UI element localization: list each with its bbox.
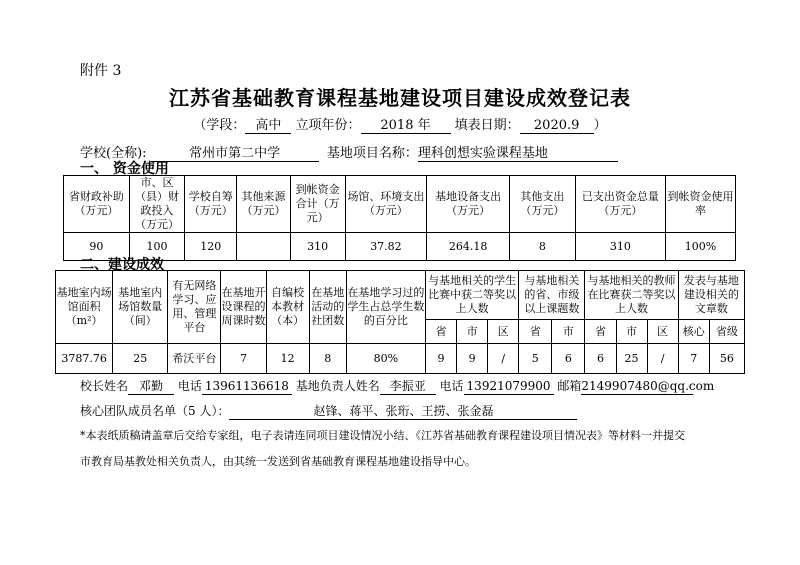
outcome-subheader: 省级 bbox=[709, 320, 744, 344]
team-members: 赵锋、蒋平、张珩、王捞、张金磊 bbox=[229, 404, 577, 420]
principal-phone: 13961136618 bbox=[202, 379, 292, 395]
section-2-title: 二、建设成效 bbox=[80, 257, 164, 273]
principal-name: 邓勤 bbox=[128, 379, 174, 395]
funding-header: 市、区（县）财政投入（万元） bbox=[129, 176, 184, 233]
outcome-header: 在基地学习过的学生占总学生数的百分比 bbox=[346, 271, 425, 344]
outcome-value: 9 bbox=[426, 344, 457, 374]
funding-table bbox=[63, 175, 736, 261]
outcome-header: 自编校本教材（本） bbox=[266, 271, 309, 344]
contacts-line bbox=[80, 377, 715, 395]
note-line-1: *本表纸质稿请盖章后交给专家组，电子表请连同项目建设情况小结、《江苏省基础教育课程建设项目情况表》等材料一并提交 bbox=[80, 429, 685, 442]
funding-value: 100% bbox=[665, 233, 735, 261]
funding-value: 8 bbox=[510, 233, 576, 261]
funding-header: 其他支出（万元） bbox=[510, 176, 576, 233]
funding-header: 到帐资金合计（万元） bbox=[290, 176, 345, 233]
date-value: 2020.9 bbox=[520, 118, 594, 134]
year-value: 2018 年 bbox=[361, 118, 451, 134]
leader-label: 基地负责人姓名 bbox=[295, 379, 380, 393]
outcome-value: 5 bbox=[519, 344, 552, 374]
funding-header: 学校自筹（万元） bbox=[185, 176, 237, 233]
funding-value-row bbox=[64, 233, 736, 261]
outcome-header: 与基地相关的省、市级以上课题数 bbox=[519, 271, 585, 320]
outcome-value: 7 bbox=[221, 344, 266, 374]
outcome-value: 25 bbox=[113, 344, 168, 374]
project-name: 理科创想实验课程基地 bbox=[418, 146, 618, 162]
leader-phone-label: 电话 bbox=[439, 379, 464, 393]
funding-header: 省财政补助（万元） bbox=[64, 176, 130, 233]
attachment-label: 附件 3 bbox=[80, 63, 122, 79]
principal-phone-label: 电话 bbox=[177, 379, 202, 393]
stage-label: （学段： bbox=[193, 118, 246, 133]
funding-header-row bbox=[64, 176, 736, 233]
outcome-subheader: 核心 bbox=[678, 320, 709, 344]
school-name: 常州市第二中学 bbox=[151, 146, 319, 162]
outcome-value: 25 bbox=[616, 344, 647, 374]
funding-header: 其他来源（万元） bbox=[237, 176, 290, 233]
meta-line bbox=[0, 114, 800, 134]
note-line-2: 市教育局基教处相关负责人，由其统一发送到省基础教育课程基地建设指导中心。 bbox=[80, 455, 476, 468]
stage-value: 高中 bbox=[245, 118, 291, 134]
section-1-title: 一、 资金使用 bbox=[80, 161, 169, 177]
outcome-value: 56 bbox=[709, 344, 744, 374]
email-value: 2149907480@qq.com bbox=[581, 379, 715, 393]
outcome-header: 在基地开设课程的周课时数 bbox=[221, 271, 266, 344]
year-label: 立项年份： bbox=[295, 118, 361, 133]
outcome-subheader: 区 bbox=[488, 320, 519, 344]
outcome-header: 与基地相关的教师在比赛获二等奖以上人数 bbox=[585, 271, 678, 320]
leader-phone: 13921079900 bbox=[464, 379, 554, 395]
outcome-value: 8 bbox=[309, 344, 346, 374]
close-paren: ） bbox=[593, 118, 607, 133]
outcome-subheader: 市 bbox=[552, 320, 585, 344]
leader-name: 李振亚 bbox=[380, 379, 436, 395]
team-label: 核心团队成员名单（5 人）： bbox=[80, 404, 230, 418]
outcome-subheader: 区 bbox=[647, 320, 678, 344]
funding-value: 100 bbox=[129, 233, 184, 261]
funding-value: 120 bbox=[185, 233, 237, 261]
funding-value: 37.82 bbox=[345, 233, 427, 261]
outcome-value: 希沃平台 bbox=[168, 344, 221, 374]
outcome-value: / bbox=[647, 344, 678, 374]
principal-label: 校长姓名 bbox=[80, 379, 129, 393]
funding-value: 310 bbox=[290, 233, 345, 261]
team-line bbox=[80, 402, 577, 420]
outcome-value: 6 bbox=[585, 344, 616, 374]
project-label: 基地项目名称： bbox=[326, 146, 418, 161]
outcome-header: 发表与基地建设相关的文章数 bbox=[678, 271, 744, 320]
outcome-header: 基地室内场馆数量（间） bbox=[113, 271, 168, 344]
page-title: 江苏省基础教育课程基地建设项目建设成效登记表 bbox=[169, 86, 631, 110]
outcome-value: / bbox=[488, 344, 519, 374]
outcome-header: 与基地相关的学生比赛中获二等奖以上人数 bbox=[426, 271, 519, 320]
outcome-value: 12 bbox=[266, 344, 309, 374]
funding-value bbox=[237, 233, 290, 261]
funding-value: 310 bbox=[575, 233, 665, 261]
funding-header: 基地设备支出（万元） bbox=[427, 176, 510, 233]
funding-header: 场馆、环境支出（万元） bbox=[345, 176, 427, 233]
funding-header: 已支出资金总量（万元） bbox=[575, 176, 665, 233]
outcome-value: 6 bbox=[552, 344, 585, 374]
outcome-value-row bbox=[56, 344, 745, 374]
email-label: 邮箱 bbox=[557, 379, 582, 393]
outcome-value: 3787.76 bbox=[56, 344, 113, 374]
outcome-value: 9 bbox=[457, 344, 488, 374]
outcome-subheader: 市 bbox=[457, 320, 488, 344]
funding-value: 264.18 bbox=[427, 233, 510, 261]
outcome-subheader: 市 bbox=[616, 320, 647, 344]
outcome-value: 7 bbox=[678, 344, 709, 374]
outcome-header: 有无网络学习、应用、管理平台 bbox=[168, 271, 221, 344]
outcome-header: 基地室内场馆面积（m²） bbox=[56, 271, 113, 344]
outcome-subheader: 省 bbox=[519, 320, 552, 344]
outcome-header-row bbox=[56, 271, 745, 320]
funding-header: 到帐资金使用率 bbox=[665, 176, 735, 233]
outcome-header: 在基地活动的社团数 bbox=[309, 271, 346, 344]
school-label: 学校(全称): bbox=[80, 146, 147, 161]
outcome-subheader: 省 bbox=[585, 320, 616, 344]
outcome-subheader: 省 bbox=[426, 320, 457, 344]
funding-value: 90 bbox=[64, 233, 130, 261]
outcome-table bbox=[55, 270, 745, 374]
date-label: 填表日期： bbox=[454, 118, 520, 133]
outcome-value: 80% bbox=[346, 344, 425, 374]
